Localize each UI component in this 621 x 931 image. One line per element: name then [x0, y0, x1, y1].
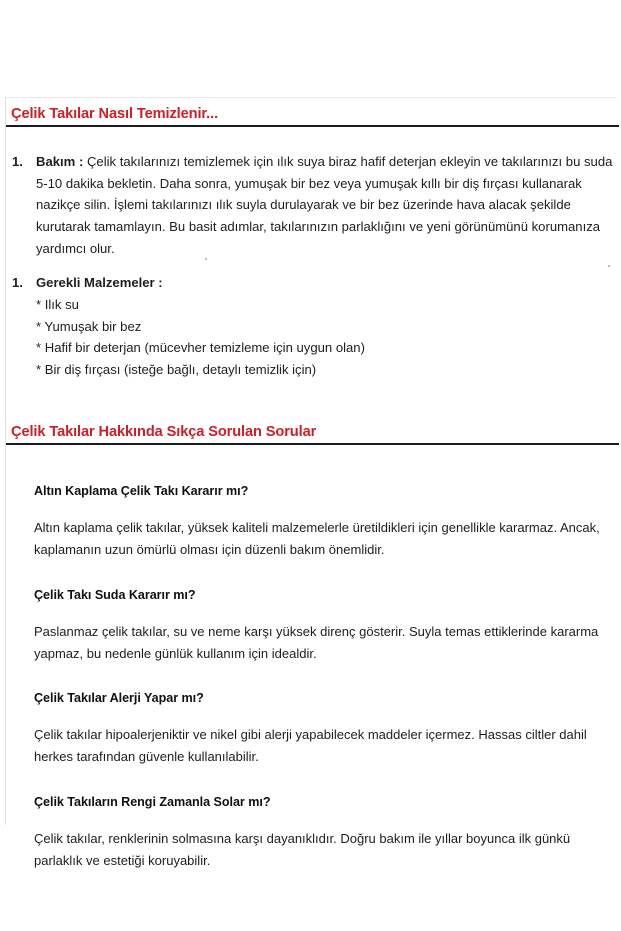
list-marker: 1.	[12, 275, 23, 291]
list-item: * Hafif bir deterjan (mücevher temizleme için uygun olan)	[36, 340, 365, 356]
spacer	[6, 127, 619, 151]
faq-question: Altın Kaplama Çelik Takı Kararır mı?	[34, 484, 249, 499]
spacer	[6, 259, 619, 272]
document-content	[0, 97, 621, 872]
faq-answer: Çelik takılar hipoalerjeniktir ve nikel gibi alerji yapabilecek maddeler içermez. Hassas ciltler dahil herkes tarafından güvenle kullanılabilir.	[34, 727, 587, 765]
scan-artifact-dot	[205, 258, 207, 260]
section-heading-faq: Çelik Takılar Hakkında Sıkça Sorulan Sorular	[6, 415, 619, 445]
spacer	[34, 664, 613, 688]
faq-answer: Altın kaplama çelik takılar, yüksek kaliteli malzemelerle üretildikleri için genellikle kararmaz. Ancak, kaplamanın uzun ömürlü olması için düzenli bakım önemlidir.	[34, 520, 600, 557]
list-item-lead: Bakım :	[36, 154, 84, 170]
list-item	[6, 151, 619, 259]
spacer	[34, 445, 613, 481]
list-item: * Bir diş fırçası (isteğe bağlı, detaylı temizlik için)	[36, 362, 317, 378]
cleaning-steps-list	[6, 151, 619, 381]
list-item-lead: Gerekli Malzemeler :	[36, 275, 163, 291]
section-heading-cleaning: Çelik Takılar Nasıl Temizlenir...	[6, 97, 619, 127]
faq-answer: Paslanmaz çelik takılar, su ve neme karşı yüksek direnç gösterir. Suyla temas ettiklerinde kararma yapmaz, bu nedenle günlük kullanım için idealdir.	[34, 623, 599, 661]
materials-list	[6, 294, 619, 381]
faq-question: Çelik Takı Suda Kararır mı?	[34, 587, 196, 602]
spacer	[6, 381, 619, 415]
list-item-text: Çelik takılarınızı temizlemek için ılık suya biraz hafif deterjan ekleyin ve takılarınızı bu suda 5-10 dakika bekletin. Daha sonra, yumuşak bir bez veya yumuşak kıllı bir diş fırçası kullanarak nazikçe silin. İşlemi takılarınızı ılık suyla durulayarak ve bir bez üzerinde hava alacak şekilde kurutarak tamamlayın. Bu basit adımlar, takılarınızın parlaklığını ve yeni görünümünü korumanıza yardımcı olur.	[36, 154, 613, 256]
faq-question: Çelik Takıların Rengi Zamanla Solar mı?	[34, 794, 271, 809]
spacer	[34, 768, 613, 792]
list-item: * Ilık su	[36, 296, 79, 312]
list-item	[6, 272, 619, 294]
spacer	[34, 812, 613, 828]
scan-artifact-dot	[608, 265, 610, 267]
spacer	[34, 501, 613, 517]
spacer	[34, 708, 613, 724]
spacer	[34, 561, 613, 585]
spacer	[34, 605, 613, 621]
list-marker: 1.	[12, 154, 23, 170]
faq-answer: Çelik takılar, renklerinin solmasına karşı dayanıklıdır. Doğru bakım ile yıllar boyunca ilk günkü parlaklık ve estetiği koruyabilir.	[34, 830, 571, 868]
faq-question: Çelik Takılar Alerji Yapar mı?	[34, 691, 204, 706]
list-item: * Yumuşak bir bez	[36, 318, 142, 334]
faq-list	[6, 445, 619, 871]
